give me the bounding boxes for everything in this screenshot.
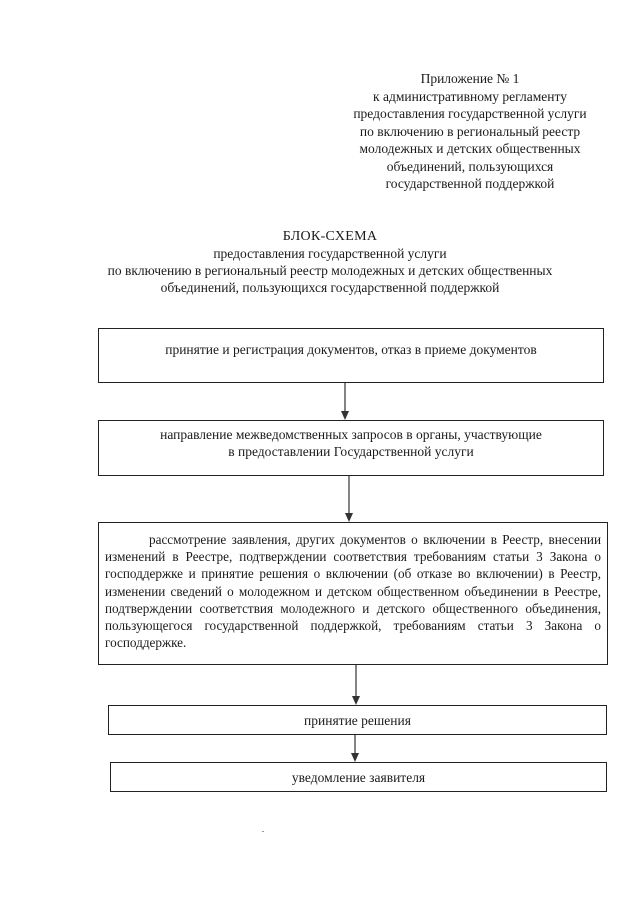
subtitle-line: по включению в региональный реестр молодежных и детских общественных [107, 263, 553, 278]
appendix-line: молодежных и детских общественных [359, 141, 581, 156]
appendix-line: государственной поддержкой [385, 176, 555, 191]
flow-step-text: принятие и регистрация документов, отказ в приеме документов [165, 342, 537, 357]
flow-step-text: уведомление заявителя [291, 770, 426, 785]
scan-speck [262, 831, 264, 832]
flow-step-review [98, 522, 608, 665]
flow-step-text: принятие решения [304, 713, 411, 728]
subtitle-line: объединений, пользующихся государственной поддержкой [160, 280, 500, 295]
flow-step-text: рассмотрение заявления, других документов о включении в Реестр, внесении изменений в Реестре, подтверждении соответствия требованиям статьи 3 Закона о господдержке и принятие решения о включении (об отказе во включении) в Реестр, изменении сведений о молодежном и детском общественном объединении в Реестре, подтверждении соответствия молодежного и детского общественного объединения, пользующегося государственной поддержкой, требованиям статьи 3 Закона о господдержке. [105, 532, 601, 651]
appendix-line: по включению в региональный реестр [359, 123, 581, 139]
flow-step-interagency-requests [98, 420, 604, 476]
appendix-line: объединений, пользующихся [386, 158, 554, 174]
subtitle-line: предоставления государственной услуги [213, 246, 447, 261]
arrow-down-icon [345, 476, 353, 522]
page-title: БЛОК-СХЕМА [282, 229, 378, 244]
appendix-line: предоставления государственной услуги [353, 106, 587, 121]
arrow-down-icon [351, 735, 359, 762]
document-heading [60, 228, 600, 296]
appendix-line: Приложение № 1 [420, 71, 520, 86]
flow-step-notification [110, 762, 607, 792]
arrow-down-icon [341, 383, 349, 420]
appendix-header [330, 70, 610, 193]
flow-step-decision [108, 705, 607, 735]
arrow-down-icon [352, 665, 360, 705]
flow-step-registration [98, 328, 604, 383]
flow-step-text: направление межведомственных запросов в органы, участвующие [160, 427, 542, 442]
appendix-line: к административному регламенту [373, 88, 567, 104]
flow-step-text: в предоставлении Государственной услуги [228, 444, 474, 459]
